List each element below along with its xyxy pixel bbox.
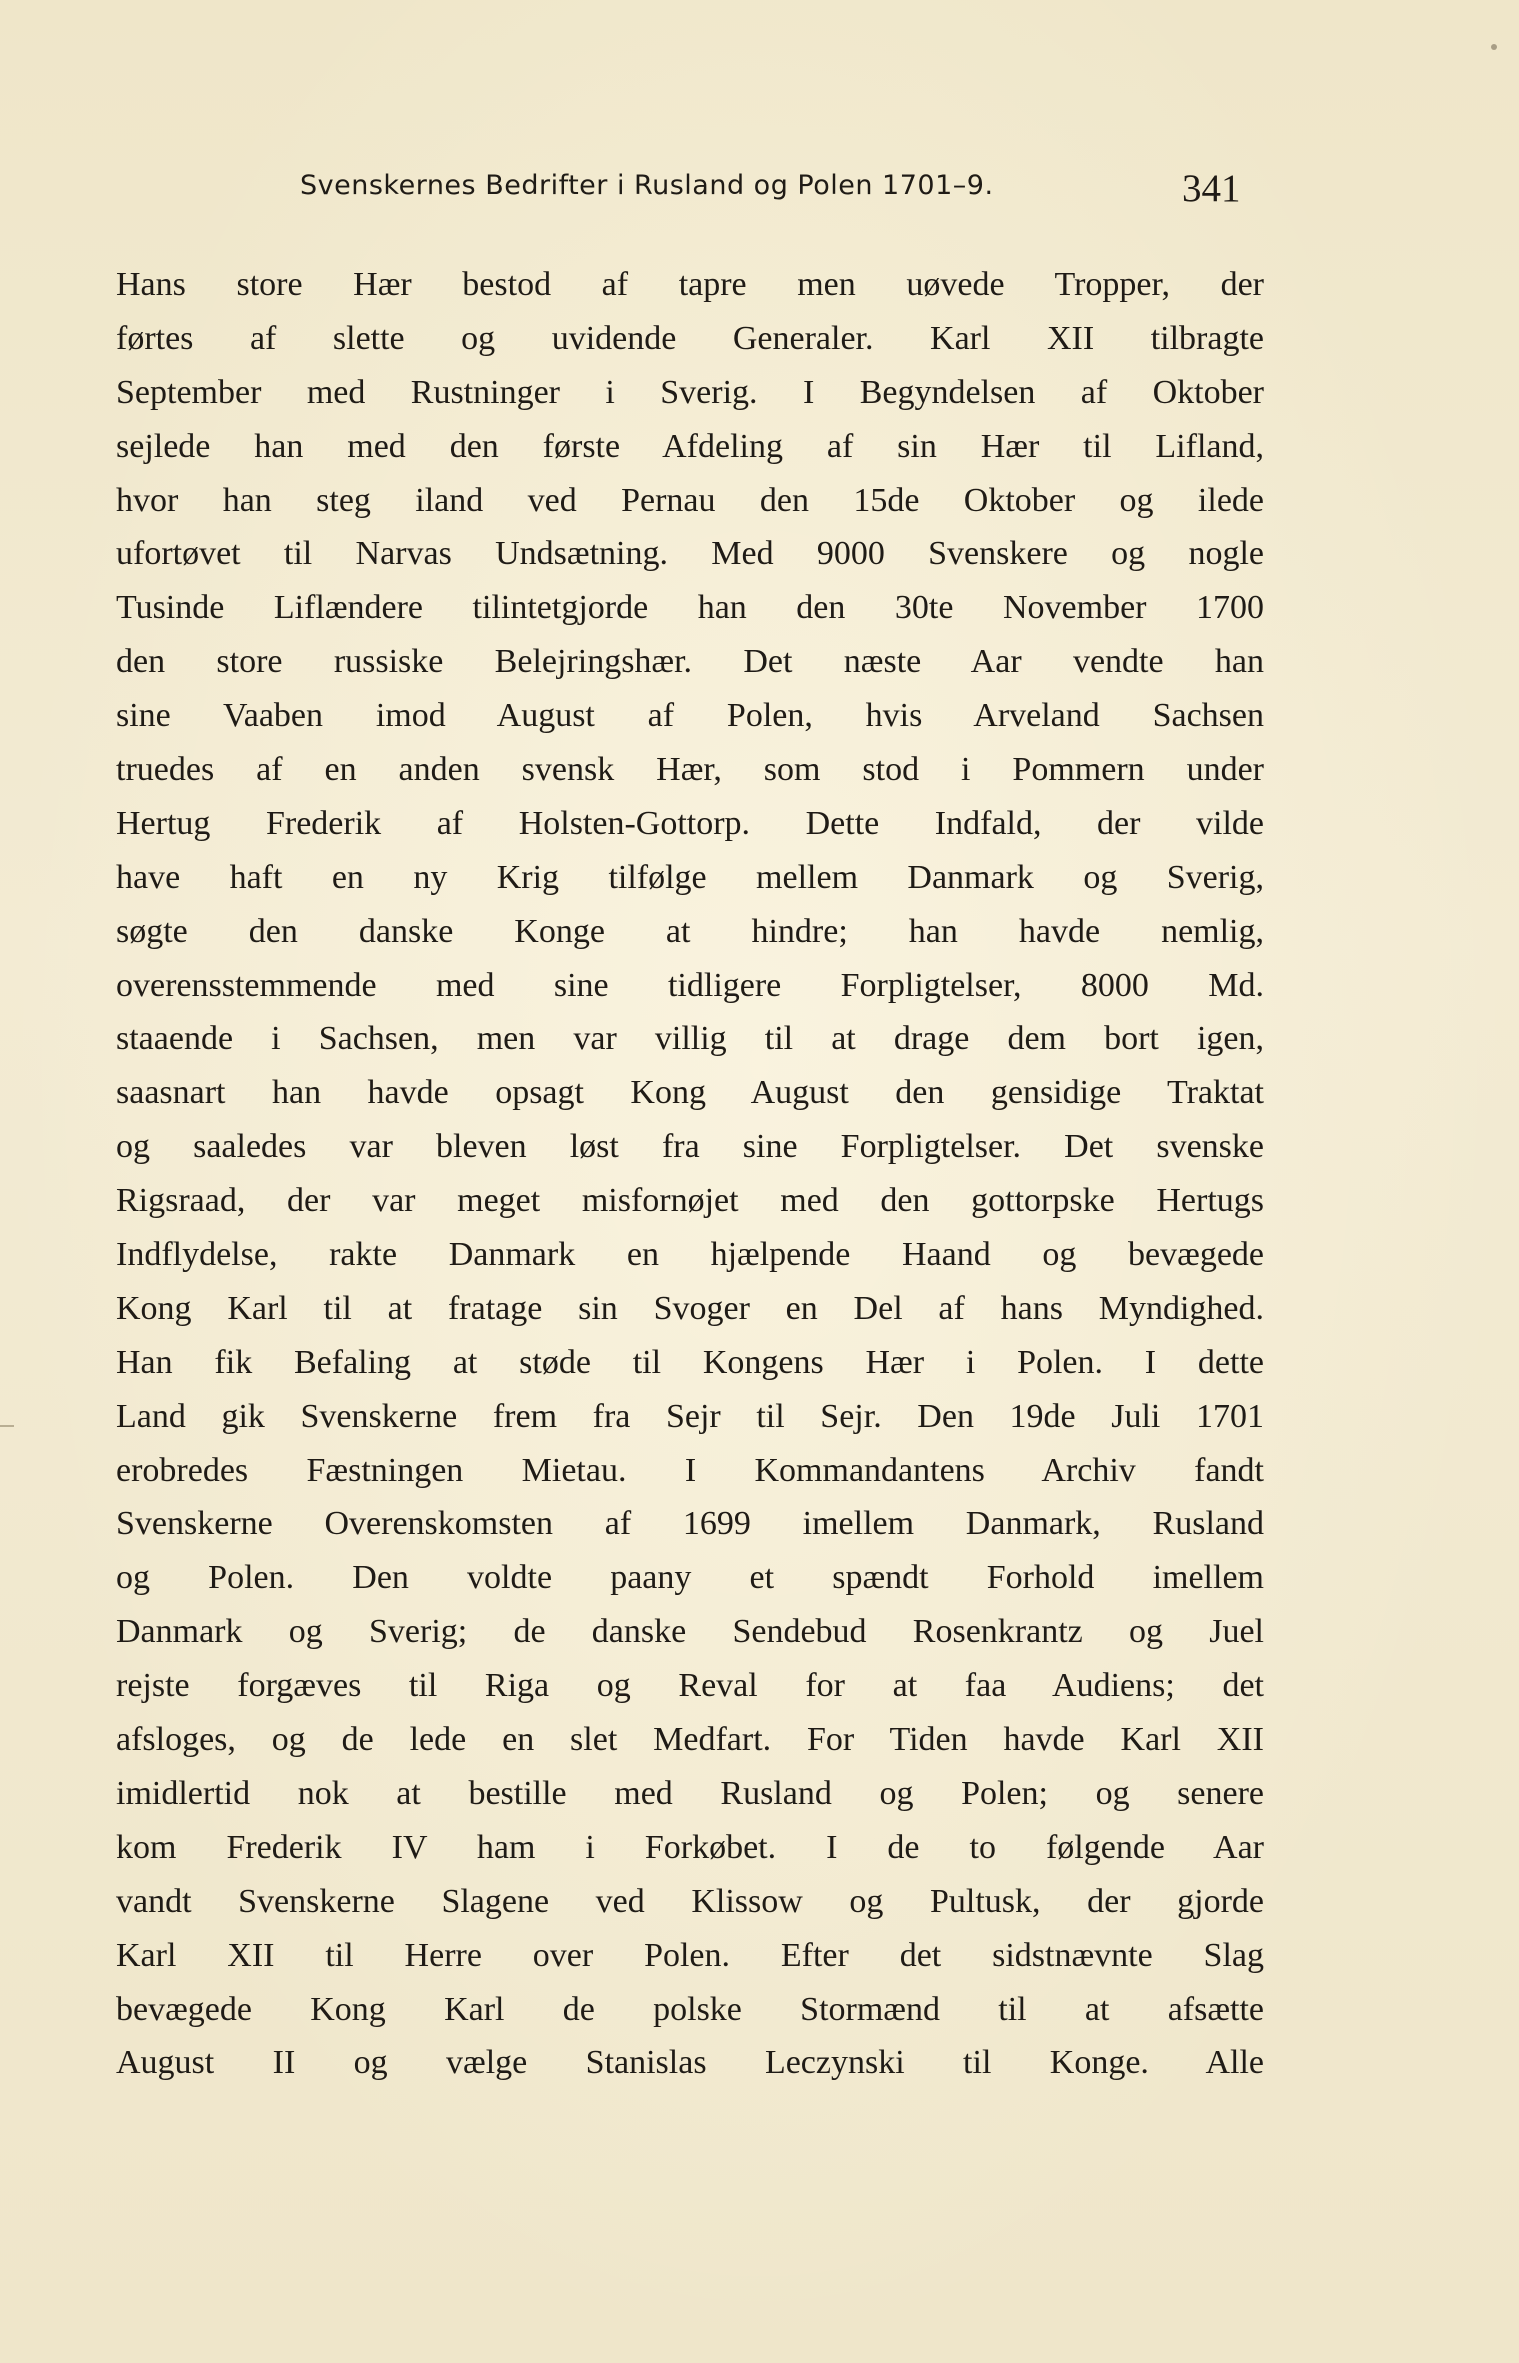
body-text [116,258,1264,2090]
text-line: have haft en ny Krig tilfølge mellem Danmark og Sverig, [116,858,1264,896]
text-line: rejste forgæves til Riga og Reval for at faa Audiens; det [116,1667,1264,1705]
text-line: September med Rustninger i Sverig. I Begyndelsen af Oktober [116,373,1264,411]
text-line: sine Vaaben imod August af Polen, hvis Arveland Sachsen [116,697,1264,735]
text-line: Indflydelse, rakte Danmark en hjælpende Haand og bevægede [116,1236,1264,1274]
text-line: hvor han steg iland ved Pernau den 15de Oktober og ilede [116,481,1264,519]
text-line: Han fik Befaling at støde til Kongens Hær i Polen. I dette [116,1343,1264,1381]
margin-mark [0,1425,14,1427]
text-line: Rigsraad, der var meget misfornøjet med den gottorpske Hertugs [116,1182,1264,1220]
text-line: staaende i Sachsen, men var villig til at drage dem bort igen, [116,1020,1264,1058]
text-line: Kong Karl til at fratage sin Svoger en Del af hans Myndighed. [116,1289,1264,1327]
text-line: Land gik Svenskerne frem fra Sejr til Sejr. Den 19de Juli 1701 [116,1397,1264,1435]
text-line: og Polen. Den voldte paany et spændt Forhold imellem [116,1559,1264,1597]
text-line: kom Frederik IV ham i Forkøbet. I de to følgende Aar [116,1828,1264,1866]
text-line: og saaledes var bleven løst fra sine Forpligtelser. Det svenske [116,1128,1264,1166]
text-line: truedes af en anden svensk Hær, som stod i Pommern under [116,751,1264,789]
text-line: Hertug Frederik af Holsten-Gottorp. Dette Indfald, der vilde [116,804,1264,842]
text-line: Danmark og Sverig; de danske Sendebud Rosenkrantz og Juel [116,1613,1264,1651]
text-line: August II og vælge Stanislas Leczynski til Konge. Alle [116,2044,1264,2082]
text-line: overensstemmende med sine tidligere Forpligtelser, 8000 Md. [116,966,1264,1004]
text-line: sejlede han med den første Afdeling af sin Hær til Lifland, [116,427,1264,465]
paper-speck [1491,44,1497,50]
text-line: vandt Svenskerne Slagene ved Klissow og Pultusk, der gjorde [116,1882,1264,1920]
page-number: 341 [1182,167,1241,210]
text-line: ufortøvet til Narvas Undsætning. Med 9000 Svenskere og nogle [116,535,1264,573]
text-line: bevægede Kong Karl de polske Stormænd til at afsætte [116,1990,1264,2028]
text-line: Tusinde Liflændere tilintetgjorde han den 30te November 1700 [116,589,1264,627]
text-line: Svenskerne Overenskomsten af 1699 imellem Danmark, Rusland [116,1505,1264,1543]
text-line: førtes af slette og uvidende Generaler. Karl XII tilbragte [116,319,1264,357]
text-line: Hans store Hær bestod af tapre men uøvede Tropper, der [116,266,1264,303]
text-line: erobredes Fæstningen Mietau. I Kommandantens Archiv fandt [116,1451,1264,1489]
running-title: Svenskernes Bedrifter i Rusland og Polen 1701–9. [300,170,994,201]
text-line: imidlertid nok at bestille med Rusland og Polen; og senere [116,1774,1264,1812]
text-line: Karl XII til Herre over Polen. Efter det sidstnævnte Slag [116,1936,1264,1974]
text-line: søgte den danske Konge at hindre; han havde nemlig, [116,912,1264,950]
text-line: saasnart han havde opsagt Kong August den gensidige Traktat [116,1074,1264,1112]
text-line: den store russiske Belejringshær. Det næste Aar vendte han [116,643,1264,681]
text-line: afsloges, og de lede en slet Medfart. For Tiden havde Karl XII [116,1721,1264,1759]
